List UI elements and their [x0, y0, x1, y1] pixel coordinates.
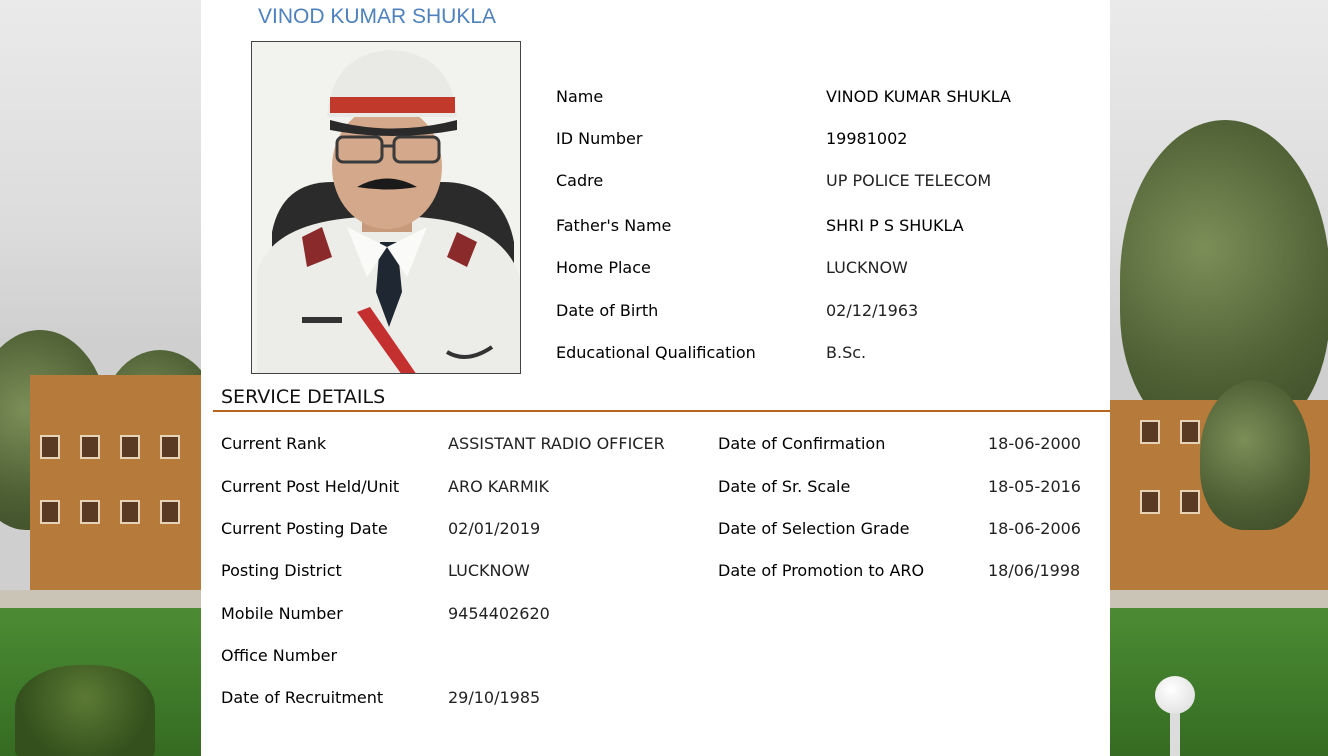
field-value-fathers-name: SHRI P S SHUKLA	[826, 216, 964, 235]
service-value-date-of-promotion: 18/06/1998	[988, 561, 1081, 580]
service-value-date-of-confirmation: 18-06-2000	[988, 434, 1081, 453]
background-scene-left	[0, 0, 201, 756]
service-label-posting-date: Current Posting Date	[221, 519, 388, 538]
field-label-date-of-birth: Date of Birth	[556, 301, 659, 320]
service-label-current-rank: Current Rank	[221, 434, 327, 453]
service-value-mobile-number: 9454402620	[448, 604, 550, 623]
background-scene-right	[1110, 0, 1328, 756]
service-value-date-of-recruitment: 29/10/1985	[448, 688, 541, 707]
service-label-date-of-sr-scale: Date of Sr. Scale	[718, 477, 851, 496]
service-value-posting-date: 02/01/2019	[448, 519, 541, 538]
field-label-education: Educational Qualification	[556, 343, 756, 362]
field-label-name: Name	[556, 87, 604, 106]
service-label-office-number: Office Number	[221, 646, 338, 665]
service-label-date-of-selection-grade: Date of Selection Grade	[718, 519, 910, 538]
profile-sheet	[201, 0, 1110, 756]
service-value-current-post: ARO KARMIK	[448, 477, 550, 496]
section-divider	[213, 410, 1110, 412]
service-label-mobile-number: Mobile Number	[221, 604, 343, 623]
field-value-cadre: UP POLICE TELECOM	[826, 171, 992, 190]
portrait-illustration	[252, 42, 521, 374]
service-label-current-post: Current Post Held/Unit	[221, 477, 400, 496]
service-label-date-of-confirmation: Date of Confirmation	[718, 434, 886, 453]
field-label-cadre: Cadre	[556, 171, 604, 190]
service-label-posting-district: Posting District	[221, 561, 342, 580]
service-details-heading: SERVICE DETAILS	[221, 386, 386, 408]
field-label-id-number: ID Number	[556, 129, 643, 148]
officer-photo	[251, 41, 521, 374]
field-value-date-of-birth: 02/12/1963	[826, 301, 919, 320]
service-value-date-of-selection-grade: 18-06-2006	[988, 519, 1081, 538]
service-value-date-of-sr-scale: 18-05-2016	[988, 477, 1081, 496]
field-value-name: VINOD KUMAR SHUKLA	[826, 87, 1011, 106]
service-label-date-of-recruitment: Date of Recruitment	[221, 688, 384, 707]
service-label-date-of-promotion: Date of Promotion to ARO	[718, 561, 925, 580]
field-value-home-place: LUCKNOW	[826, 258, 908, 277]
field-value-education: B.Sc.	[826, 343, 867, 362]
field-label-fathers-name: Father's Name	[556, 216, 672, 235]
field-value-id-number: 19981002	[826, 129, 908, 148]
service-value-posting-district: LUCKNOW	[448, 561, 530, 580]
profile-title: VINOD KUMAR SHUKLA	[258, 5, 497, 28]
service-value-current-rank: ASSISTANT RADIO OFFICER	[448, 434, 665, 453]
field-label-home-place: Home Place	[556, 258, 651, 277]
